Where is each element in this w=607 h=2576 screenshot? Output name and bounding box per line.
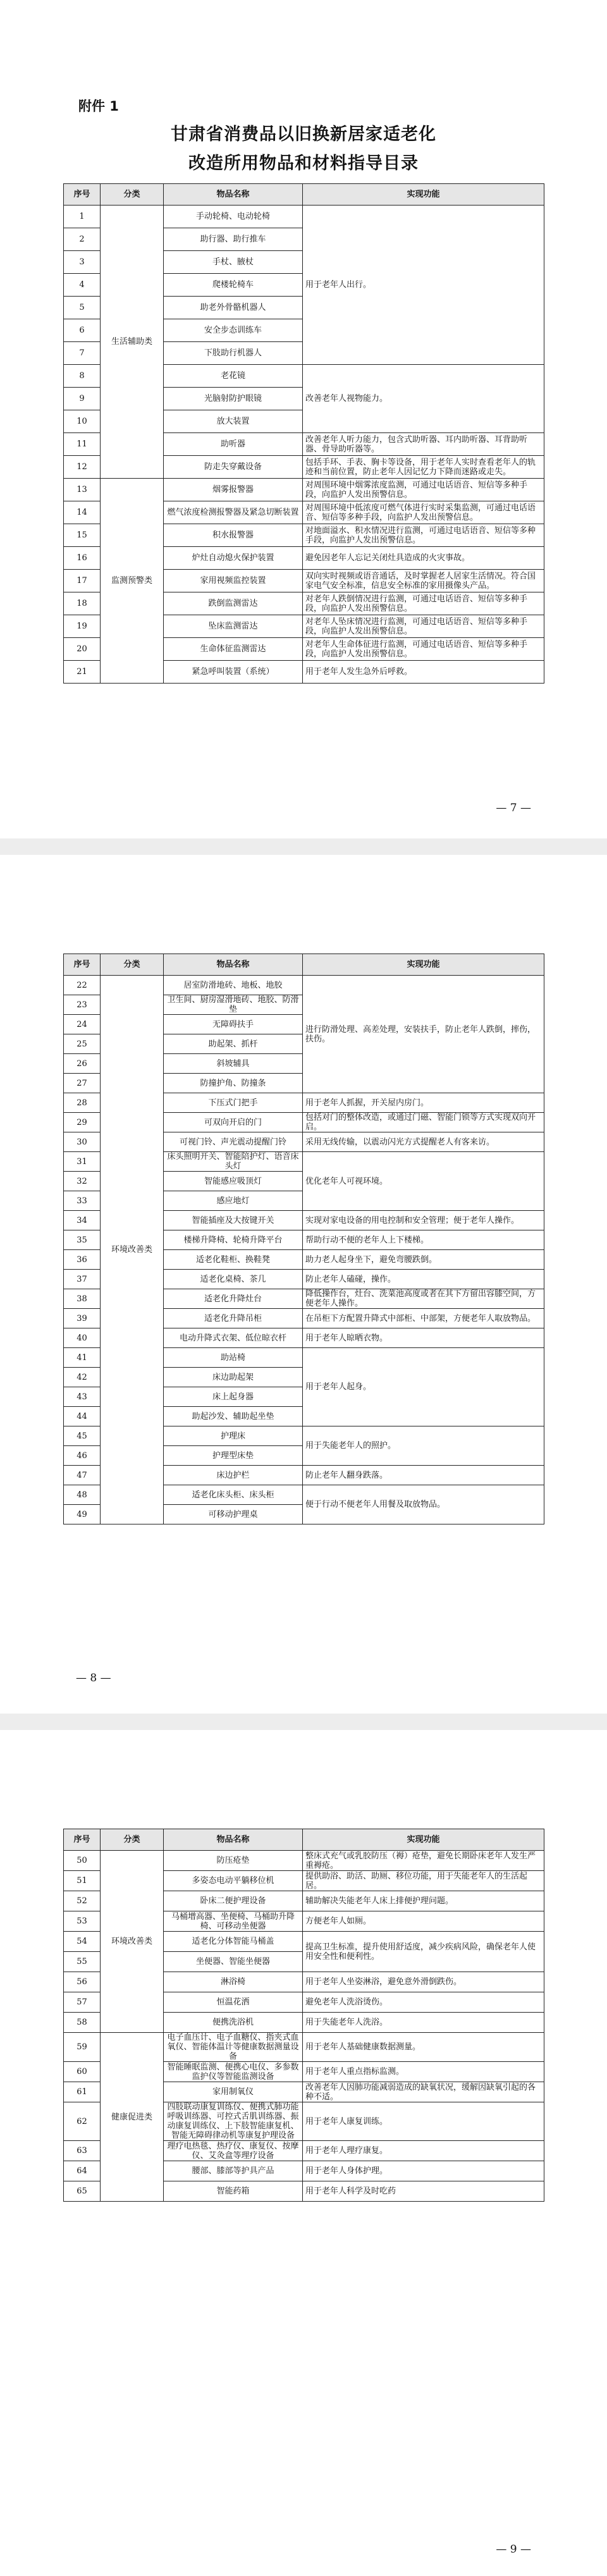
item-name: 放大装置 (164, 410, 303, 433)
item-name: 防撞护角、防撞条 (164, 1074, 303, 1093)
item-name: 手杖、腋杖 (164, 251, 303, 274)
table-header-row (64, 184, 544, 205)
row-index: 55 (64, 1952, 101, 1972)
item-name: 下肢助行机器人 (164, 342, 303, 365)
function-cell: 用于老年人起身。 (303, 1348, 544, 1426)
row-index: 25 (64, 1034, 101, 1054)
item-name: 手动轮椅、电动轮椅 (164, 205, 303, 228)
header-item-name: 物品名称 (164, 954, 303, 976)
item-name: 智能感应吸顶灯 (164, 1172, 303, 1191)
function-cell: 降低操作台，灶台、洗菜池高度或者在其下方留出容膝空间，方便老年人操作。 (303, 1289, 544, 1309)
row-index: 46 (64, 1446, 101, 1466)
row-index: 24 (64, 1015, 101, 1034)
function-cell: 用于老年人抓握，开关屋内房门。 (303, 1093, 544, 1113)
item-name: 居室防滑地砖、地板、地胶 (164, 976, 303, 995)
row-index: 4 (64, 274, 101, 297)
row-index: 50 (64, 1851, 101, 1871)
item-name: 可移动护理桌 (164, 1505, 303, 1524)
row-index: 29 (64, 1113, 101, 1132)
item-name: 电动升降式衣架、低位晾衣杆 (164, 1328, 303, 1348)
row-index: 22 (64, 976, 101, 995)
row-index: 45 (64, 1426, 101, 1446)
document-page-2 (0, 855, 607, 1714)
item-name: 适老化床头柜、床头柜 (164, 1485, 303, 1505)
row-index: 6 (64, 319, 101, 342)
row-index: 32 (64, 1172, 101, 1191)
header-index: 序号 (64, 184, 101, 205)
item-name: 光脑射防护眼镜 (164, 388, 303, 410)
function-cell: 用于老年人晾晒衣物。 (303, 1328, 544, 1348)
item-name: 坠床监测雷达 (164, 615, 303, 638)
row-index: 13 (64, 479, 101, 501)
table-header-row (64, 954, 544, 976)
function-cell: 用于老年人重点指标监测。 (303, 2062, 544, 2082)
item-name: 防走失穿戴设备 (164, 456, 303, 479)
function-cell: 用于老年人坐姿淋浴，避免意外滑倒跌伤。 (303, 1972, 544, 1992)
function-cell: 在吊柜下方配置升降式中部柜、中部架，方便老年人取放物品。 (303, 1309, 544, 1328)
item-name: 恒温花洒 (164, 1992, 303, 2013)
function-cell: 提高卫生标准，提升使用舒适度，减少疾病风险，确保老年人使用安全性和便利性。 (303, 1932, 544, 1972)
row-index: 40 (64, 1328, 101, 1348)
function-cell: 防止老年人翻身跌落。 (303, 1466, 544, 1485)
row-index: 33 (64, 1191, 101, 1211)
item-name: 老花镜 (164, 365, 303, 388)
item-name: 床上起身器 (164, 1387, 303, 1407)
row-index: 10 (64, 410, 101, 433)
function-cell: 用于老年人身体护理。 (303, 2161, 544, 2181)
item-name: 床头照明开关、智能陪护灯、语音床头灯 (164, 1152, 303, 1172)
item-name: 斜坡辅具 (164, 1054, 303, 1074)
table-row (64, 479, 544, 501)
item-name: 护理型床垫 (164, 1446, 303, 1466)
item-name: 感应地灯 (164, 1191, 303, 1211)
row-index: 34 (64, 1211, 101, 1230)
category-cell: 监测预警类 (101, 479, 164, 684)
page-gap (0, 1714, 607, 1730)
row-index: 30 (64, 1132, 101, 1152)
item-name: 积水报警器 (164, 524, 303, 547)
category-cell: 健康促进类 (101, 2033, 164, 2202)
function-cell: 进行防滑处理、高差处理，安装扶手，防止老年人跌倒，摔伤，扶伤。 (303, 976, 544, 1093)
row-index: 48 (64, 1485, 101, 1505)
item-name: 护理床 (164, 1426, 303, 1446)
page-number: — 8 — (76, 1672, 111, 1684)
document-page-1 (0, 0, 607, 838)
row-index: 11 (64, 433, 101, 456)
function-cell: 包括对门的整体改造，或通过门磁、智能门锁等方式实现双向开启。 (303, 1113, 544, 1132)
catalog-table-page-2 (63, 954, 544, 1524)
item-name: 紧急呼叫装置（系统） (164, 661, 303, 684)
document-title-line-2: 改造所用物品和材料指导目录 (188, 154, 419, 173)
item-name: 助老外骨骼机器人 (164, 297, 303, 319)
function-cell: 用于老年人康复训练。 (303, 2102, 544, 2141)
function-cell: 用于老年人科学及时吃药 (303, 2181, 544, 2202)
row-index: 15 (64, 524, 101, 547)
page-number: — 9 — (496, 2543, 531, 2556)
function-cell: 助力老人起身坐下，避免弯腰跌倒。 (303, 1250, 544, 1270)
function-cell: 对老年人生命体征进行监测，可通过电话语音、短信等多种手段，向监护人发出预警信息。 (303, 638, 544, 661)
table-row (64, 976, 544, 995)
item-name: 无障碍扶手 (164, 1015, 303, 1034)
item-name: 防压疮垫 (164, 1851, 303, 1871)
row-index: 18 (64, 592, 101, 615)
header-index: 序号 (64, 954, 101, 976)
function-cell: 用于失能老年人的照护。 (303, 1426, 544, 1466)
row-index: 5 (64, 297, 101, 319)
row-index: 54 (64, 1932, 101, 1952)
row-index: 41 (64, 1348, 101, 1368)
function-cell: 对地面溢水、积水情况进行监测，可通过电话语音、短信等多种手段，向监护人发出预警信息。 (303, 524, 544, 547)
item-name: 家用制氧仪 (164, 2082, 303, 2102)
function-cell: 方便老年人如厕。 (303, 1911, 544, 1932)
item-name: 适老化升降灶台 (164, 1289, 303, 1309)
category-cell: 环境改善类 (101, 976, 164, 1524)
item-name: 家用视频监控装置 (164, 570, 303, 592)
row-index: 23 (64, 995, 101, 1015)
item-name: 楼梯升降椅、轮椅升降平台 (164, 1230, 303, 1250)
row-index: 63 (64, 2141, 101, 2161)
row-index: 64 (64, 2161, 101, 2181)
header-item-name: 物品名称 (164, 184, 303, 205)
item-name: 适老化分体智能马桶盖 (164, 1932, 303, 1952)
row-index: 61 (64, 2082, 101, 2102)
item-name: 助起架、抓杆 (164, 1034, 303, 1054)
header-function: 实现功能 (303, 1829, 544, 1851)
catalog-table-page-1 (63, 183, 544, 684)
item-name: 淋浴椅 (164, 1972, 303, 1992)
item-name: 腰部、膝部等护具产品 (164, 2161, 303, 2181)
row-index: 35 (64, 1230, 101, 1250)
function-cell: 改善老年人视物能力。 (303, 365, 544, 433)
function-cell: 实现对家电设备的用电控制和安全管理；便于老年人操作。 (303, 1211, 544, 1230)
row-index: 57 (64, 1992, 101, 2013)
item-name: 床边护栏 (164, 1466, 303, 1485)
row-index: 47 (64, 1466, 101, 1485)
item-name: 理疗电热毯、热疗仪、康复仪、按摩仪、艾灸盒等理疗设备 (164, 2141, 303, 2161)
category-cell: 环境改善类 (101, 1851, 164, 2033)
item-name: 卧床二便护理设备 (164, 1891, 303, 1911)
function-cell: 避免因老年人忘记关闭灶具造成的火灾事故。 (303, 547, 544, 570)
row-index: 1 (64, 205, 101, 228)
row-index: 44 (64, 1407, 101, 1426)
function-cell: 整床式充气或乳胶防压（褥）疮垫，避免长期卧床老年人发生严重褥疮。 (303, 1851, 544, 1871)
item-name: 下压式门把手 (164, 1093, 303, 1113)
item-name: 炉灶自动熄火保护装置 (164, 547, 303, 570)
row-index: 38 (64, 1289, 101, 1309)
row-index: 27 (64, 1074, 101, 1093)
header-category: 分类 (101, 954, 164, 976)
row-index: 53 (64, 1911, 101, 1932)
row-index: 43 (64, 1387, 101, 1407)
header-category: 分类 (101, 1829, 164, 1851)
row-index: 16 (64, 547, 101, 570)
item-name: 燃气浓度检测报警器及紧急切断装置 (164, 501, 303, 524)
header-item-name: 物品名称 (164, 1829, 303, 1851)
function-cell: 避免老年人洗浴烫伤。 (303, 1992, 544, 2013)
row-index: 58 (64, 2013, 101, 2033)
document-title-line-1: 甘肃省消费品以旧换新居家适老化 (171, 125, 436, 144)
document-page-3 (0, 1730, 607, 2576)
item-name: 适老化鞋柜、换鞋凳 (164, 1250, 303, 1270)
attachment-label: 附件 1 (78, 99, 119, 114)
item-name: 可视门铃、声光震动提醒门铃 (164, 1132, 303, 1152)
item-name: 卫生间、厨房湿滑地砖、地胶、防滑垫 (164, 995, 303, 1015)
function-cell: 提供助浴、助活、助厕、移位功能，用于失能老年人的生活起居。 (303, 1871, 544, 1891)
function-cell: 便于行动不便老年人用餐及取放物品。 (303, 1485, 544, 1524)
item-name: 烟雾报警器 (164, 479, 303, 501)
row-index: 7 (64, 342, 101, 365)
row-index: 65 (64, 2181, 101, 2202)
function-cell: 双向实时视频或语音通话，及时掌握老人居家生活情况。符合国家电气安全标准，信息安全标准的家用摄像头产品。 (303, 570, 544, 592)
row-index: 51 (64, 1871, 101, 1891)
function-cell: 对周围环境中烟雾浓度监测，可通过电话语音、短信等多种手段，向监护人发出预警信息。 (303, 479, 544, 501)
function-cell: 辅助解决失能老年人床上排便护理问题。 (303, 1891, 544, 1911)
row-index: 59 (64, 2033, 101, 2062)
item-name: 助起沙发、辅助起坐垫 (164, 1407, 303, 1426)
header-function: 实现功能 (303, 184, 544, 205)
function-cell: 用于失能老年人洗浴。 (303, 2013, 544, 2033)
row-index: 60 (64, 2062, 101, 2082)
function-cell: 用于老年人基础健康数据测量。 (303, 2033, 544, 2062)
item-name: 助行器、助行推车 (164, 228, 303, 251)
row-index: 14 (64, 501, 101, 524)
item-name: 床边助起架 (164, 1368, 303, 1387)
function-cell: 帮助行动不便的老年人上下楼梯。 (303, 1230, 544, 1250)
header-index: 序号 (64, 1829, 101, 1851)
function-cell: 防止老年人磕碰，操作。 (303, 1270, 544, 1289)
table-row (64, 205, 544, 228)
function-cell: 对老年人跌倒情况进行监测，可通过电话语音、短信等多种手段，向监护人发出预警信息。 (303, 592, 544, 615)
function-cell: 改善老年人因肺功能减弱造成的缺氧状况，缓解因缺氧引起的各种不适。 (303, 2082, 544, 2102)
row-index: 36 (64, 1250, 101, 1270)
row-index: 12 (64, 456, 101, 479)
item-name: 适老化桌椅、茶几 (164, 1270, 303, 1289)
item-name: 电子血压计、电子血糖仪、指夹式血氧仪、智能体温计等健康数据测量设备 (164, 2033, 303, 2062)
row-index: 52 (64, 1891, 101, 1911)
function-cell: 采用无线传输，以震动闪光方式提醒老人有客来访。 (303, 1132, 544, 1152)
item-name: 多姿态电动平躺移位机 (164, 1871, 303, 1891)
table-row (64, 2033, 544, 2062)
row-index: 42 (64, 1368, 101, 1387)
item-name: 智能插座及大按键开关 (164, 1211, 303, 1230)
header-category: 分类 (101, 184, 164, 205)
item-name: 安全步态训练车 (164, 319, 303, 342)
function-cell: 包括手环、手表、胸卡等设备，用于老年人实时查看老年人的轨迹和当前位置，防止老年人因记忆力下降而迷路或走失。 (303, 456, 544, 479)
row-index: 20 (64, 638, 101, 661)
row-index: 31 (64, 1152, 101, 1172)
item-name: 生命体征监测雷达 (164, 638, 303, 661)
row-index: 56 (64, 1972, 101, 1992)
item-name: 智能睡眠监测、便携心电仪、多参数监护仪等智能监测设备 (164, 2062, 303, 2082)
function-cell: 用于老年人理疗康复。 (303, 2141, 544, 2161)
row-index: 8 (64, 365, 101, 388)
row-index: 37 (64, 1270, 101, 1289)
row-index: 9 (64, 388, 101, 410)
row-index: 39 (64, 1309, 101, 1328)
function-cell: 用于老年人发生急外后呼救。 (303, 661, 544, 684)
item-name: 跌倒监测雷达 (164, 592, 303, 615)
row-index: 17 (64, 570, 101, 592)
row-index: 3 (64, 251, 101, 274)
item-name: 智能药箱 (164, 2181, 303, 2202)
item-name: 便携洗浴机 (164, 2013, 303, 2033)
item-name: 助听器 (164, 433, 303, 456)
function-cell: 对周围环境中低浓度可燃气体进行实时采集监测，可通过电话语音、短信等多种手段，向监护人发出预警信息。 (303, 501, 544, 524)
row-index: 21 (64, 661, 101, 684)
function-cell: 对老年人坠床情况进行监测，可通过电话语音、短信等多种手段，向监护人发出预警信息。 (303, 615, 544, 638)
table-header-row (64, 1829, 544, 1851)
category-cell: 生活辅助类 (101, 205, 164, 479)
row-index: 19 (64, 615, 101, 638)
item-name: 适老化升降吊柜 (164, 1309, 303, 1328)
catalog-table-page-3 (63, 1829, 544, 2202)
table-row (64, 1851, 544, 1871)
row-index: 2 (64, 228, 101, 251)
row-index: 62 (64, 2102, 101, 2141)
item-name: 爬楼轮椅车 (164, 274, 303, 297)
page-gap (0, 838, 607, 855)
header-function: 实现功能 (303, 954, 544, 976)
function-cell: 优化老年人可视环境。 (303, 1152, 544, 1211)
item-name: 可双向开启的门 (164, 1113, 303, 1132)
item-name: 坐便器、智能坐便器 (164, 1952, 303, 1972)
row-index: 26 (64, 1054, 101, 1074)
item-name: 四肢联动康复训练仪、便携式肺功能呼吸训练器、可控式舌肌训练器、振动康复训练仪、上下肢智能康复机、智能无障碍律动机等康复护理设备 (164, 2102, 303, 2141)
row-index: 49 (64, 1505, 101, 1524)
function-cell: 改善老年人听力能力，包含式助听器、耳内助听器、耳背助听器、骨导助听器等。 (303, 433, 544, 456)
row-index: 28 (64, 1093, 101, 1113)
page-number: — 7 — (496, 802, 531, 814)
item-name: 助站椅 (164, 1348, 303, 1368)
function-cell: 用于老年人出行。 (303, 205, 544, 365)
item-name: 马桶增高器、坐便椅、马桶助升降椅、可移动坐便器 (164, 1911, 303, 1932)
